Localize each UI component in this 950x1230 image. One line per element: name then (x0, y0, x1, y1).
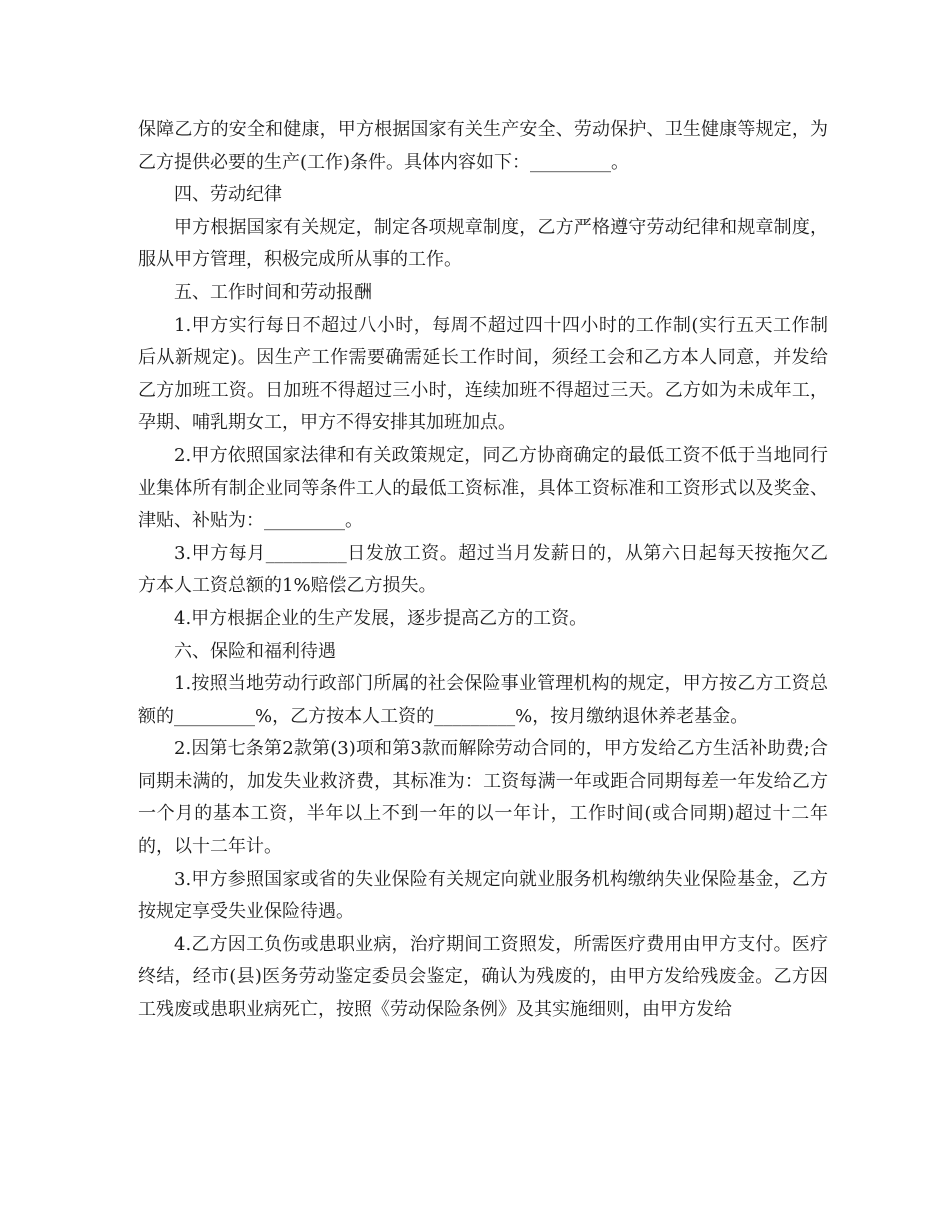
paragraph-living-allowance: 2.因第七条第2款第(3)项和第3款而解除劳动合同的，甲方发给乙方生活补助费;合同期未满的，加发失业救济费，其标准为：工资每满一年或距合同期每差一年发给乙方一个月的基本工资，半年以上不到一年的以一年计，工作时间(或合同期)超过十二年的，以十二年计。 (138, 738, 828, 858)
paragraph-unemployment-insurance: 3.甲方参照国家或省的失业保险有关规定向就业服务机构缴纳失业保险基金，乙方按规定享受失业保险待遇。 (138, 868, 828, 923)
section-heading-labor-discipline: 四、劳动纪律 (174, 184, 282, 206)
paragraph-minimum-wage: 2.甲方依照国家法律和有关政策规定，同乙方协商确定的最低工资不低于当地同行业集体所有制企业同等条件工人的最低工资标准，具体工资标准和工资形式以及奖金、津贴、补贴为：_________。 (138, 444, 828, 532)
paragraph-safety-conditions: 保障乙方的安全和健康，甲方根据国家有关生产安全、劳动保护、卫生健康等规定，为乙方提供必要的生产(工作)条件。具体内容如下：_________。 (138, 119, 828, 173)
paragraph-wage-increase: 4.甲方根据企业的生产发展，逐步提高乙方的工资。 (174, 607, 588, 629)
paragraph-pension-fund: 1.按照当地劳动行政部门所属的社会保险事业管理机构的规定，甲方按乙方工资总额的_________%，乙方按本人工资的_________%，按月缴纳退休养老基金。 (138, 673, 828, 727)
paragraph-work-injury: 4.乙方因工负伤或患职业病，治疗期间工资照发，所需医疗费用由甲方支付。医疗终结，经市(县)医务劳动鉴定委员会鉴定，确认为残废的，由甲方发给残废金。乙方因工残废或患职业病死亡，按照《劳动保险条例》及其实施细则，由甲方发给 (138, 933, 828, 1021)
paragraph-labor-discipline: 甲方根据国家有关规定，制定各项规章制度，乙方严格遵守劳动纪律和规章制度，服从甲方管理，积极完成所从事的工作。 (138, 216, 828, 271)
section-heading-working-hours-pay: 五、工作时间和劳动报酬 (174, 281, 372, 303)
paragraph-working-hours: 1.甲方实行每日不超过八小时，每周不超过四十四小时的工作制(实行五天工作制后从新规定)。因生产工作需要确需延长工作时间，须经工会和乙方本人同意，并发给乙方加班工资。日加班不得超过三小时，连续加班不得超过三天。乙方如为未成年工，孕期、哺乳期女工，甲方不得安排其加班加点。 (138, 314, 828, 434)
section-heading-insurance-welfare: 六、保险和福利待遇 (174, 640, 336, 662)
document-body (138, 114, 828, 1027)
paragraph-pay-date: 3.甲方每月_________日发放工资。超过当月发薪日的，从第六日起每天按拖欠乙方本人工资总额的1%赔偿乙方损失。 (138, 542, 828, 597)
